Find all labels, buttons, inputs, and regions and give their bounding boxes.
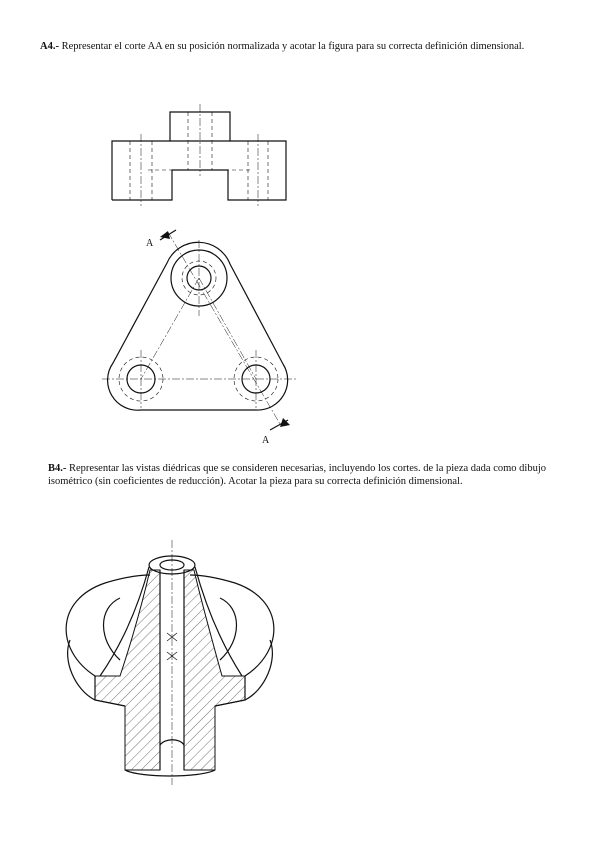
front-view-drawing [112, 104, 286, 206]
isometric-section-drawing [66, 540, 274, 785]
exercise-b4-text: Representar las vistas diédricas que se consideren necesarias, incluyendo los cortes. de la pieza dada como dibujo isométrico (sin coeficientes de reducción). Acotar la pieza para su correcta definición dimensional. [48, 463, 546, 487]
top-view-drawing [102, 230, 296, 446]
exercise-a4-code: A4.- [40, 41, 59, 52]
exercise-a4-text: Representar el corte AA en su posición normalizada y acotar la figura para su correcta definición dimensional. [58, 41, 525, 52]
section-label-bottom: A [262, 435, 270, 446]
exercise-b4-code: B4.- [48, 463, 67, 474]
section-label-top: A [146, 238, 154, 249]
